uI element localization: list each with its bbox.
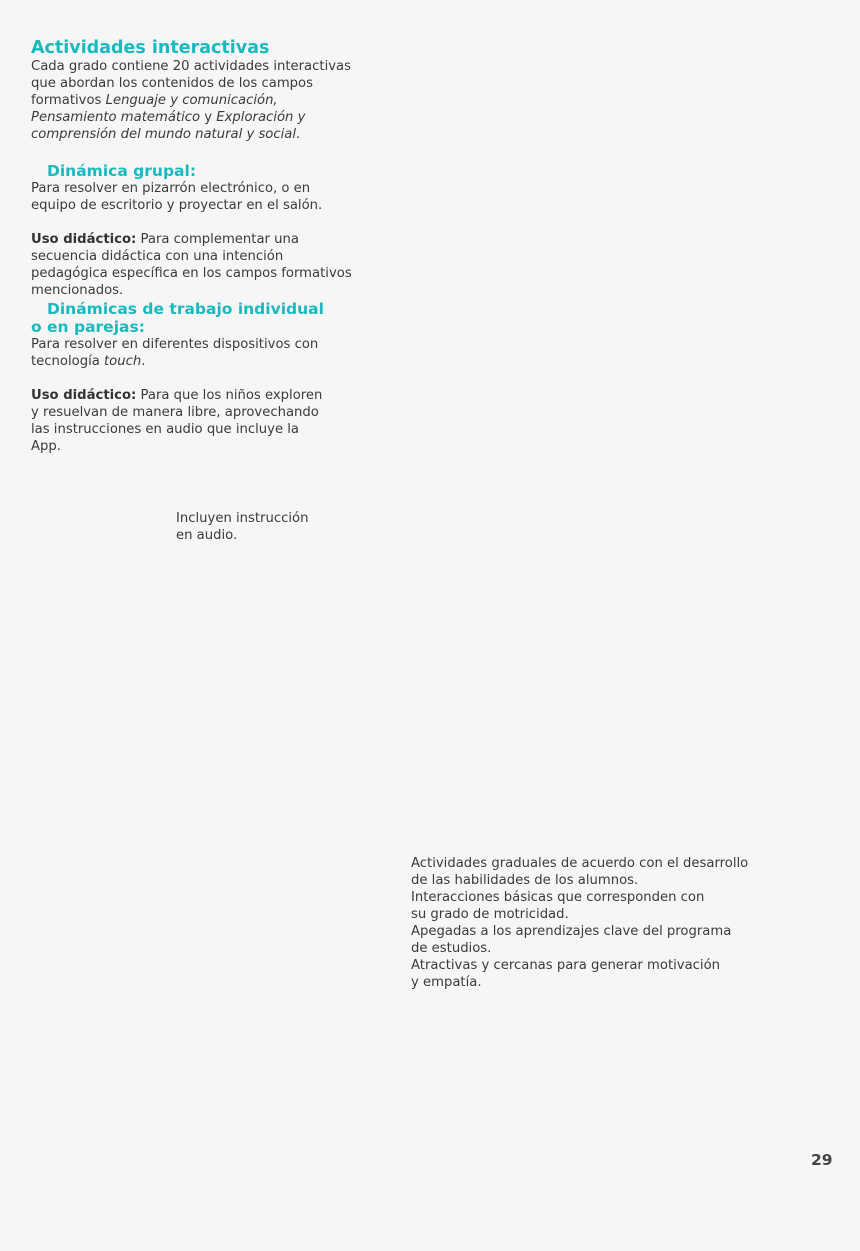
feature-line: y empatía. [411, 975, 482, 990]
feature-line: de las habilidades de los alumnos. [411, 873, 639, 888]
group-dynamic-heading: Dinámica grupal: [47, 162, 197, 180]
section-title: Actividades interactivas [31, 38, 270, 58]
page-number: 29 [811, 1151, 833, 1169]
individual-dynamic-block [31, 300, 331, 455]
feature-line: Interacciones básicas que corresponden con [411, 890, 705, 905]
audio-note-line-2: en audio. [176, 528, 238, 543]
audio-note-line-1: Incluyen instrucción [176, 511, 309, 526]
group-dynamic-block [31, 162, 356, 299]
group-dynamic-use: Uso didáctico: Para complementar una secuencia didáctica con una intención pedagógica específica en los campos formativos mencionados. [31, 232, 352, 298]
individual-dynamic-use: Uso didáctico: Para que los niños exploren y resuelvan de manera libre, aprovechando las instrucciones en audio que incluye la App. [31, 388, 323, 454]
section-intro-block [31, 38, 361, 143]
feature-line: Actividades graduales de acuerdo con el desarrollo [411, 856, 749, 871]
features-block [411, 855, 771, 991]
group-dynamic-description: Para resolver en pizarrón electrónico, o en equipo de escritorio y proyectar en el salón. [31, 181, 323, 213]
individual-dynamic-description: Para resolver en diferentes dispositivos con tecnología touch. [31, 337, 319, 369]
feature-line: de estudios. [411, 941, 492, 956]
audio-note [176, 510, 336, 544]
section-intro-text: Cada grado contiene 20 actividades interactivas que abordan los contenidos de los campos formativos Lenguaje y comunicación, Pensamiento matemático y Exploración y comprensión del mundo natural y social. [31, 59, 351, 142]
feature-line: su grado de motricidad. [411, 907, 569, 922]
feature-line: Apegadas a los aprendizajes clave del programa [411, 924, 732, 939]
individual-dynamic-heading: Dinámicas de trabajo individual o en parejas: [31, 300, 324, 336]
feature-line: Atractivas y cercanas para generar motivación [411, 958, 721, 973]
